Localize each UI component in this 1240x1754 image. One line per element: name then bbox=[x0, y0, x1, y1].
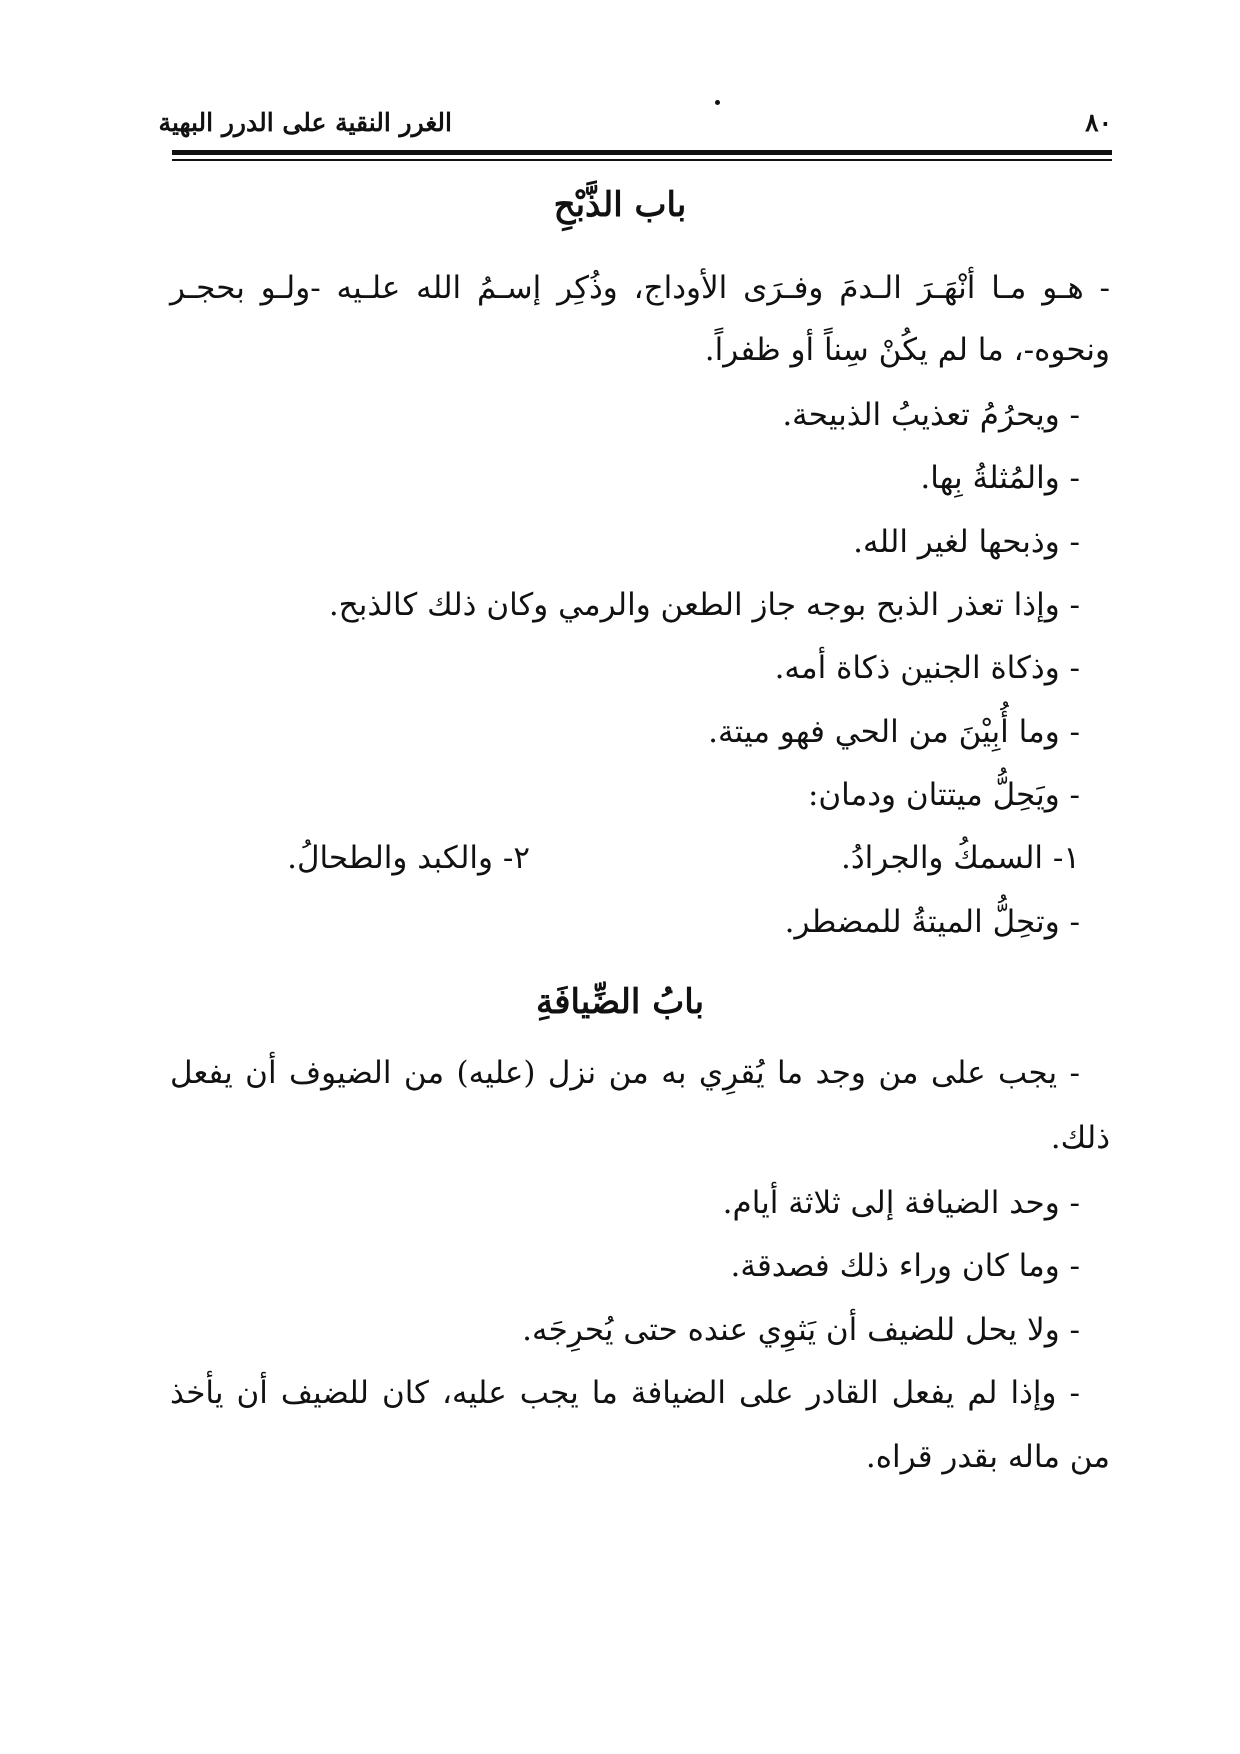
section-heading-hospitality: بابُ الضِّيافَةِ bbox=[535, 982, 705, 1022]
paragraph-line: - هـو مـا أنْهَـرَ الـدمَ وفـرَى الأوداج، وذُكِر إسـمُ الله علـيه -ولـو بحجـر bbox=[170, 270, 1110, 306]
book-title: الغرر النقية على الدرر البهية bbox=[158, 108, 452, 137]
list-item: - ويَحِلُّ ميتتان ودمان: bbox=[807, 777, 1080, 813]
list-item: - وإذا تعذر الذبح بوجه جاز الطعن والرمي وكان ذلك كالذبح. bbox=[328, 587, 1080, 623]
list-item: - ولا يحل للضيف أن يَثوِي عنده حتى يُحرِجَه. bbox=[522, 1312, 1080, 1348]
page-number: ٨٠ bbox=[1085, 108, 1112, 137]
paragraph-line: - وإذا لم يفعل القادر على الضيافة ما يجب عليه، كان للضيف أن يأخذ bbox=[170, 1375, 1080, 1411]
list-item: - وما أُبِيْنَ من الحي فهو ميتة. bbox=[708, 714, 1080, 750]
running-header bbox=[158, 100, 1112, 150]
header-dot bbox=[715, 100, 720, 105]
list-item: - والمُثلةُ بِها. bbox=[920, 460, 1080, 496]
paragraph-line: ونحوه-، ما لم يكُنْ سِناً أو ظفراً. bbox=[704, 332, 1110, 368]
numbered-item-2: ٢- والكبد والطحالُ. bbox=[287, 840, 530, 876]
header-rule-thin bbox=[172, 159, 1112, 161]
list-item: - وتحِلُّ الميتةُ للمضطر. bbox=[784, 904, 1080, 940]
list-item: - وذكاة الجنين ذكاة أمه. bbox=[774, 650, 1080, 686]
header-rule-thick bbox=[172, 150, 1112, 155]
list-item: - وحد الضيافة إلى ثلاثة أيام. bbox=[722, 1185, 1080, 1221]
list-item: - وما كان وراء ذلك فصدقة. bbox=[730, 1248, 1080, 1284]
list-item: - ويحرُمُ تعذيبُ الذبيحة. bbox=[782, 397, 1080, 433]
paragraph-line: ذلك. bbox=[1050, 1120, 1110, 1156]
numbered-item-1: ١- السمكُ والجرادُ. bbox=[840, 840, 1080, 876]
section-heading-slaughter: باب الذَّبْحِ bbox=[553, 185, 687, 225]
paragraph-line: - يجب على من وجد ما يُقرِي به من نزل (عليه) من الضيوف أن يفعل bbox=[170, 1055, 1080, 1091]
list-item: - وذبحها لغير الله. bbox=[853, 524, 1080, 560]
paragraph-line: من ماله بقدر قراه. bbox=[865, 1439, 1110, 1475]
